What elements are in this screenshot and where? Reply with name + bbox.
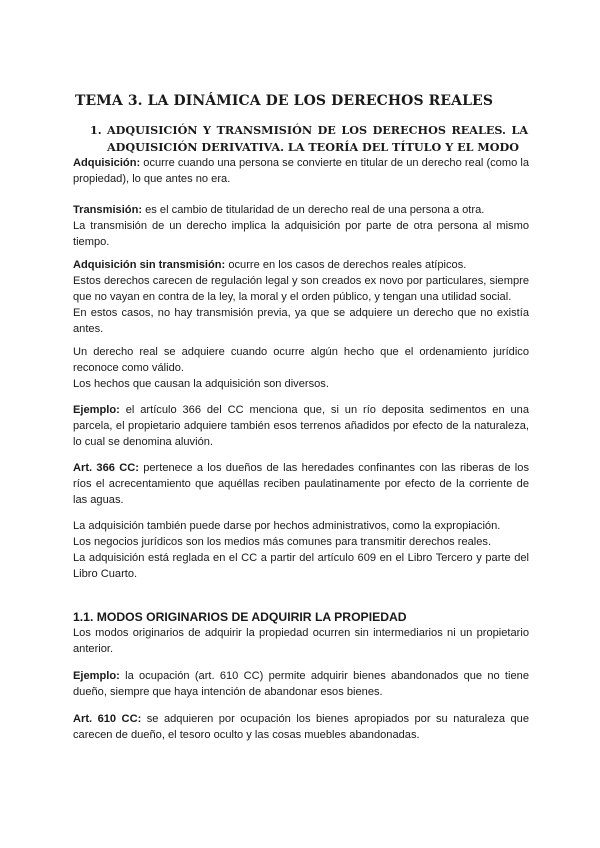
paragraph: Los negocios jurídicos son los medios más comunes para transmitir derechos reales. [73,535,492,548]
acquisition-paragraph [73,345,529,393]
article-text: se adquieren por ocupación los bienes apropiados por su naturaleza que carecen de dueño, el tesoro oculto y las cosas muebles abandonadas. [73,713,529,741]
term-ejemplo: Ejemplo: [73,670,120,682]
section-1-title: ADQUISICIÓN Y TRANSMISIÓN DE LOS DERECHOS REALES. LA ADQUISICIÓN DERIVATIVA. LA TEORÍA DEL TÍTULO Y EL MODO [107,123,528,154]
example-text: la ocupación (art. 610 CC) permite adquirir bienes abandonados que no tiene dueño, siempre que haya intención de abandonar esos bienes. [73,670,529,698]
paragraph: La adquisición también puede darse por hechos administrativos, como la expropiación. [73,520,501,532]
page-title: TEMA 3. LA DINÁMICA DE LOS DERECHOS REALES [75,93,494,109]
example-text: el artículo 366 del CC menciona que, si un río deposita sedimentos en una parcela, el propietario adquiere también esos terrenos añadidos por efecto de la naturaleza, lo cual se denomina aluvión. [73,404,529,448]
term-sin-transmision: Adquisición sin transmisión: [73,259,226,271]
example-aluvion [73,403,529,451]
paragraph: Los modos originarios de adquirir la propiedad ocurren sin intermediarios ni un propietario anterior. [73,627,529,655]
example-ocupacion [73,669,529,701]
definition-text: La transmisión de un derecho implica la adquisición por parte de otra persona al mismo tiempo. [73,219,529,248]
definition-text: ocurre en los casos de derechos reales atípicos. [225,259,467,271]
article-text: pertenece a los dueños de las heredades confinantes con las riberas de los ríos el acrecentamiento que aquéllas reciben paulatinamente por efecto de la corriente de las aguas. [73,462,529,506]
section-1-heading [90,122,528,155]
definition-text: ocurre cuando una persona se convierte en titular de un derecho real (como la propiedad), lo que antes no era. [73,157,529,185]
section-1-1-heading: 1.1. MODOS ORIGINARIOS DE ADQUIRIR LA PROPIEDAD [73,610,407,624]
definition-text: En estos casos, no hay transmisión previa, ya que se adquiere un derecho que no existía antes. [73,306,529,335]
closing-paragraphs [73,519,529,583]
term-art-366: Art. 366 CC: [73,462,139,474]
paragraph: Los hechos que causan la adquisición son diversos. [73,377,329,390]
section-1-1-intro [73,626,529,658]
article-366 [73,461,529,509]
section-1-number: 1. [90,123,102,137]
definition-adquisicion [73,156,529,188]
paragraph: Un derecho real se adquiere cuando ocurre algún hecho que el ordenamiento jurídico reconoce como válido. [73,346,529,374]
definition-transmision [73,203,529,251]
definition-sin-transmision [73,258,529,338]
term-adquisicion: Adquisición: [73,157,141,169]
term-art-610: Art. 610 CC: [73,713,142,725]
definition-text: es el cambio de titularidad de un derecho real de una persona a otra. [142,204,485,216]
term-ejemplo: Ejemplo: [73,404,120,416]
term-transmision: Transmisión: [73,204,143,216]
paragraph: La adquisición está reglada en el CC a partir del artículo 609 en el Libro Tercero y parte del Libro Cuarto. [73,551,529,580]
definition-text: Estos derechos carecen de regulación legal y son creados ex novo por particulares, siempre que no vayan en contra de la ley, la moral y el orden público, y tengan una utilidad social. [73,274,529,303]
article-610 [73,712,529,744]
